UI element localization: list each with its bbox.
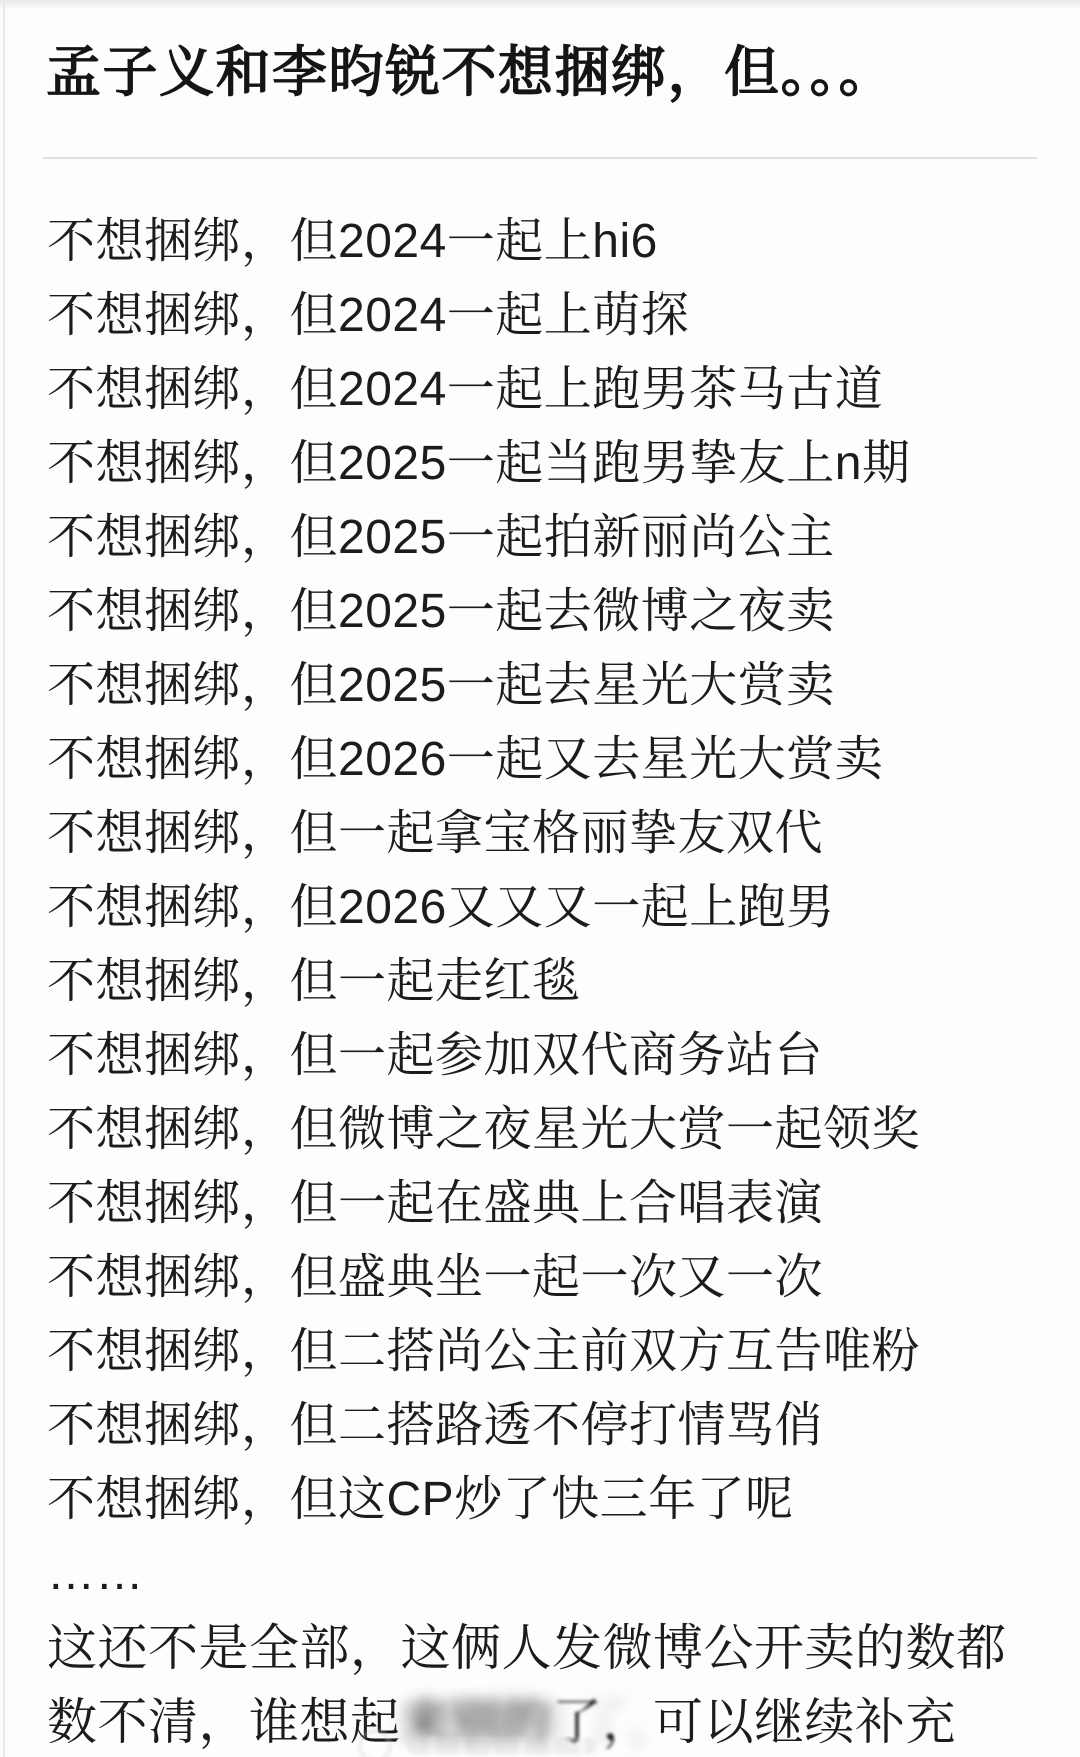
list-line: 不想捆绑，但微博之夜星光大赏一起领奖 [47,1103,921,1156]
smudged-text-tail: 了， [552,1694,653,1750]
smudged-text: 来别的 [400,1694,552,1750]
list-line: 不想捆绑，但盛典坐一起一次又一次 [47,1251,824,1304]
list-line: 不想捆绑，但2024一起上跑男茶马古道 [47,363,884,416]
list-line: 不想捆绑，但2026又又又一起上跑男 [47,881,835,934]
list-line: 不想捆绑，但2025一起当跑男挚友上n期 [47,437,911,490]
list-line: 不想捆绑，但这CP炒了快三年了呢 [47,1473,794,1526]
screenshot-left-edge [3,0,5,1757]
watermark-icon [358,1729,688,1757]
closing-line-2-prefix: 数不清，谁想起 [47,1694,401,1750]
title-divider [43,157,1037,159]
list-line: 不想捆绑，但2025一起拍新丽尚公主 [47,511,835,564]
list-line: 不想捆绑，但二搭路透不停打情骂俏 [47,1399,824,1452]
bullet-list [47,205,1047,1611]
list-line: 不想捆绑，但一起在盛典上合唱表演 [47,1177,824,1230]
list-line: 不想捆绑，但2025一起去星光大赏卖 [47,659,835,712]
post-title: 孟子义和李昀锐不想捆绑，但。。。 [46,41,896,103]
list-line: …… [47,1547,144,1600]
list-line: 不想捆绑，但2024一起上hi6 [47,215,658,268]
list-line: 不想捆绑，但2025一起去微博之夜卖 [47,585,835,638]
watermark-circle [358,1729,392,1757]
closing-line-2-suffix: 可以继续补充 [653,1694,956,1750]
post-body [47,205,1047,1757]
closing-line-1: 这还不是全部，这俩人发微博公开卖的数都 [47,1620,1007,1676]
list-line: 不想捆绑，但二搭尚公主前双方互告唯粉 [47,1325,921,1378]
list-line: 不想捆绑，但2026一起又去星光大赏卖 [47,733,884,786]
watermark-text-blur [406,1737,596,1755]
list-line: 不想捆绑，但一起参加双代商务站台 [47,1029,824,1082]
list-line: 不想捆绑，但一起拿宝格丽挚友双代 [47,807,824,860]
screenshot-top-edge [0,0,1080,10]
list-line: 不想捆绑，但2024一起上萌探 [47,289,690,342]
list-line: 不想捆绑，但一起走红毯 [47,955,581,1008]
